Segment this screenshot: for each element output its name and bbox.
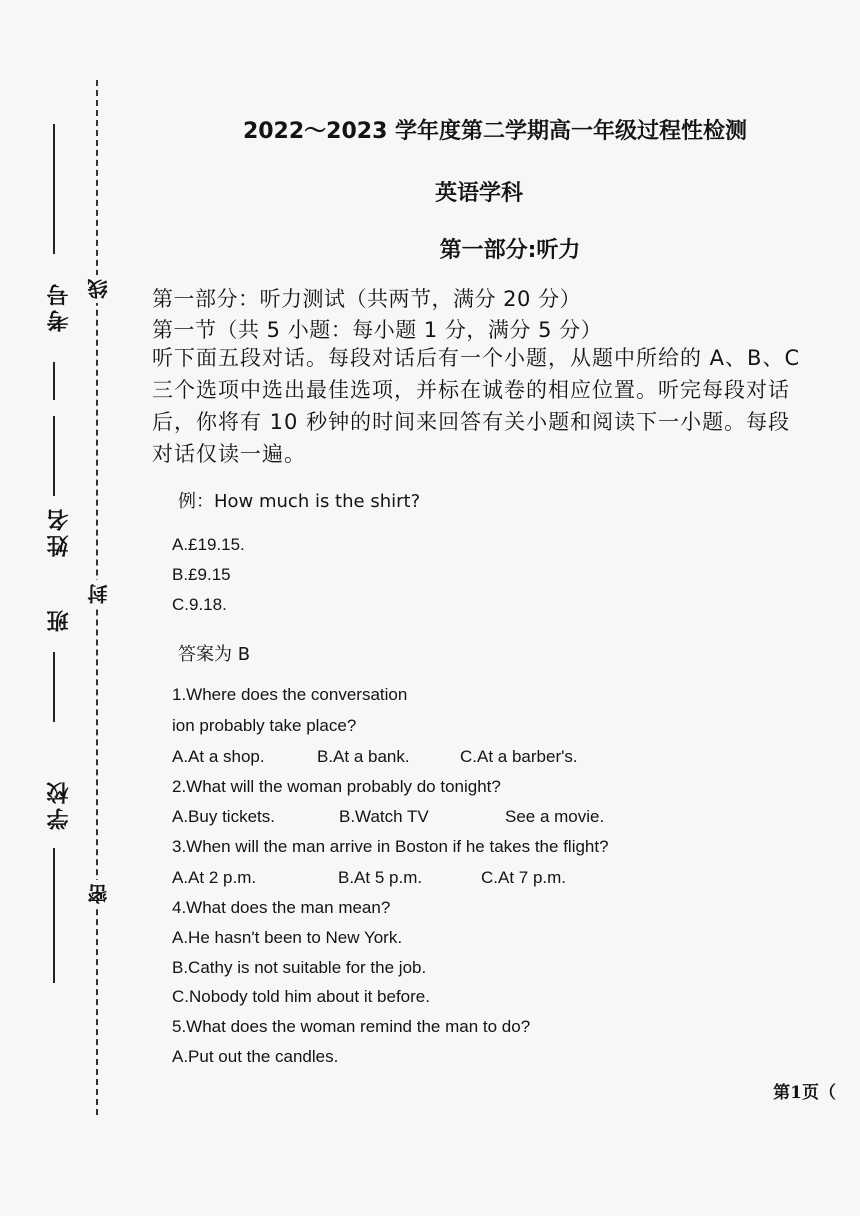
example-option-c: C.9.18.	[172, 595, 227, 614]
question-4-option-c: C.Nobody told him about it before.	[172, 987, 430, 1006]
question-4-option-a: A.He hasn't been to New York.	[172, 928, 403, 947]
example-answer: 答案为 B	[178, 644, 251, 665]
question-5-stem: 5.What does the woman remind the man to do?	[172, 1017, 531, 1036]
class-blank	[53, 652, 55, 722]
example-option-b: B.£9.15	[172, 565, 231, 584]
seal-line-mark: 线	[84, 275, 113, 303]
question-1-option-c: C.At a barber's.	[460, 747, 578, 766]
part-title: 第一部分:听力	[439, 238, 581, 263]
question-2-option-b: B.Watch TV	[339, 807, 429, 826]
name-label: 姓名	[47, 505, 72, 557]
example-question: 例：How much is the shirt?	[178, 491, 421, 512]
page-number: 第1页（	[773, 1083, 836, 1103]
seal-feng-mark: 封	[84, 580, 113, 608]
question-4-option-b: B.Cathy is not suitable for the job.	[172, 958, 427, 977]
question-3-option-c: C.At 7 p.m.	[481, 868, 567, 887]
exam-no-label: 考号	[47, 280, 72, 332]
instruction-line-1: 第一部分：听力测试（共两节，满分 20 分）	[152, 287, 582, 311]
school-label: 学校	[47, 778, 72, 830]
question-3-option-a: A.At 2 p.m.	[172, 868, 257, 887]
instruction-line-2: 第一节（共 5 小题：每小题 1 分，满分 5 分）	[152, 318, 603, 342]
question-3-option-b: B.At 5 p.m.	[338, 868, 423, 887]
question-1-stem: 1.Where does the conversation	[172, 685, 408, 704]
question-1-stem-continued: ion probably take place?	[172, 716, 357, 735]
question-2-option-c: See a movie.	[505, 807, 605, 826]
exam-no-blank-lower	[53, 362, 55, 400]
seal-mi-mark: 密	[84, 880, 113, 908]
question-4-stem: 4.What does the man mean?	[172, 898, 391, 917]
question-1-option-b: B.At a bank.	[317, 747, 410, 766]
class-label: 班	[47, 606, 72, 632]
question-5-option-a: A.Put out the candles.	[172, 1047, 339, 1066]
exam-title: 2022～2023 学年度第二学期高一年级过程性检测	[242, 119, 748, 144]
school-blank	[53, 848, 55, 983]
question-2-stem: 2.What will the woman probably do tonight?	[172, 777, 501, 796]
name-blank	[53, 416, 55, 496]
question-2-option-a: A.Buy tickets.	[172, 807, 275, 826]
example-option-a: A.£19.15.	[172, 535, 245, 554]
subject-title: 英语学科	[434, 181, 523, 206]
question-1-option-a: A.At a shop.	[172, 747, 265, 766]
question-3-stem: 3.When will the man arrive in Boston if he takes the flight?	[172, 837, 609, 856]
instruction-paragraph: 听下面五段对话。每段对话后有一个小题，从题中所给的 A、B、C 三个选项中选出最佳选项，并标在诚卷的相应位置。听完每段对话后，你将有 10 秒钟的时间来回答有关小题和阅读下一小题。每段对话仅读一遍。	[152, 346, 801, 466]
